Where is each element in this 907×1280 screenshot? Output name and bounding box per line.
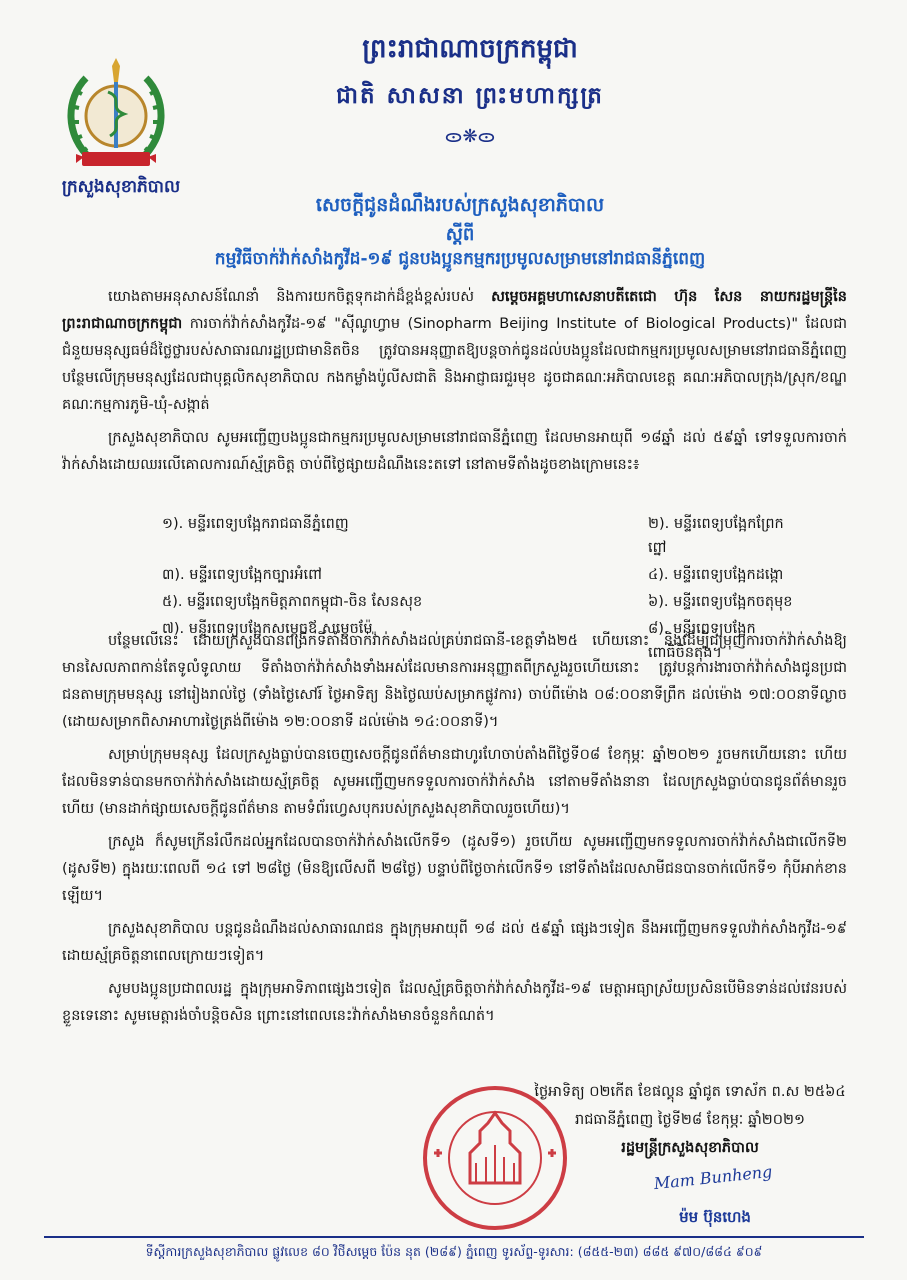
place-and-date: រាជធានីភ្នំពេញ ថ្ងៃទី២៨ ខែកុម្ភៈ ឆ្នាំ២០២១ — [575, 1112, 805, 1128]
notice-subject: កម្មវិធីចាក់វ៉ាក់សាំងកូវីដ-១៩ ជូនបងប្អូនកម្មករប្រមូលសម្រាមនៅរាជធានីភ្នំពេញ — [214, 249, 706, 269]
list-item: ២). មន្ទីរពេទ្យបង្អែកព្រែកព្នៅ — [648, 516, 784, 556]
ministry-name: ក្រសួងសុខាភិបាល — [61, 177, 181, 197]
paragraph-3: បន្ថែមលើនេះ ដោយក្រសួងបានពង្រីកទីតាំងចាក់វ៉ាក់សាំងដល់គ្រប់រាជធានី-ខេត្តទាំង២៥ ហើយនោះ និងដើម្បីជម្រុញការចាក់វ៉ាក់សាំងឱ្យមានសៃលភាពកាន់តែទូលំទូលាយ ទីតាំងចាក់វ៉ាក់សាំងទាំងអស់ដែលមានការអនុញ្ញាតពីក្រសួងរួចហើយនោះ ត្រូវបន្តការងារចាក់វ៉ាក់សាំងជូនប្រជាជនតាមក្រុមមនុស្ស នៅរៀងរាល់ថ្ងៃ (ទាំងថ្ងៃសៅរ៍ ថ្ងៃអាទិត្យ និងថ្ងៃឈប់សម្រាកផ្លូវការ) ចាប់ពីម៉ោង ០៨:០០នាទីព្រឹក ដល់ម៉ោង ១៧:០០នាទីល្ងាច (ដោយសម្រាកពិសាអាហារថ្ងៃត្រង់ពីម៉ោង ១២:០០នាទី ដល់ម៉ោង ១៤:០០នាទី)។ — [62, 633, 847, 730]
kingdom-heading: ព្រះរាជាណាចក្រកម្ពុជា — [362, 34, 578, 64]
footer-divider — [44, 1236, 864, 1238]
notice-title: សេចក្តីជូនដំណឹងរបស់ក្រសួងសុខាភិបាល — [315, 194, 605, 216]
list-item: ៤). មន្ទីរពេទ្យបង្អែកដង្កោ — [648, 567, 784, 583]
signer-title: រដ្ឋមន្ត្រីក្រសួងសុខាភិបាល — [621, 1140, 759, 1156]
paragraph-1-body: ការចាក់វ៉ាក់សាំងកូវីដ-១៩ "ស៊ីណូហ្វាម (Sinopharm Beijing Institute of Biological Products)" ដែលជាជំនួយមនុស្សធម៌ដ៏ថ្លៃថ្លារបស់សាធារណរដ្ឋប្រជាមានិតចិន ត្រូវបានអនុញ្ញាតឱ្យបន្តចាក់ជូនដល់បងប្អូនដែលជាកម្មករប្រមូលសម្រាមនៅរាជធានីភ្នំពេញ បន្ថែមលើក្រុមមនុស្សដែលជាបុគ្គលិកសុខាភិបាល កងកម្លាំងប៉ូលីសជាតិ និងអាជ្ញាធរជួរមុខ ដូចជាគណៈអភិបាលខេត្ត គណៈអភិបាលក្រុង/ស្រុក/ខណ្ឌ គណៈកម្មការភូមិ-ឃុំ-សង្កាត់ — [62, 316, 847, 413]
signer-name: ម៉ម ប៊ុនហេង — [679, 1208, 751, 1226]
list-item: ៧). មន្ទីរពេទ្យបង្អែកសម្តេចឪ សម្តេចម៉ែ — [162, 621, 373, 637]
paragraph-5: ក្រសួង ក៏សូមក្រើនរំលឹកដល់អ្នកដែលបានចាក់វ៉ាក់សាំងលើកទី១ (ដូសទី១) រួចហើយ សូមអញ្ជើញមកទទួលការចាក់វ៉ាក់សាំងជាលើកទី២ (ដូសទី២) ក្នុងរយៈពេលពី ១៤ ទៅ ២៨ថ្ងៃ (មិនឱ្យលើសពី ២៨ថ្ងៃ) បន្ទាប់ពីថ្ងៃចាក់លើកទី១ នៅទីតាំងដែលសាមីជនបានចាក់លើកទី១ កុំបីអាក់ខានឡើយ។ — [62, 834, 847, 904]
national-motto: ជាតិ សាសនា ព្រះមហាក្សត្រ — [336, 83, 604, 109]
list-item: ៦). មន្ទីរពេទ្យបង្អែកចតុមុខ — [648, 594, 793, 610]
list-item: ៣). មន្ទីរពេទ្យបង្អែកច្បារអំពៅ — [162, 567, 322, 583]
footer-address: ទីស្តីការក្រសួងសុខាភិបាល ផ្លូវលេខ ៨០ វិថីសម្តេច ប៉ែន នុត (២៨៩) ភ្នំពេញ ទូរស័ព្ទ-ទូរសារ: (៨៥៥-២៣) ៨៨៥ ៩៧០/៨៨៤ ៩០៩ — [145, 1244, 763, 1259]
prime-minister-name: សម្តេចអគ្គមហាសេនាបតីតេជោ ហ៊ុន សែន នាយករដ្ឋមន្ត្រីនៃព្រះរាជាណាចក្រកម្ពុជា — [62, 289, 847, 332]
notice-subtitle-about: ស្តីពី — [445, 224, 475, 245]
paragraph-2: ក្រសួងសុខាភិបាល សូមអញ្ជើញបងប្អូនជាកម្មករប្រមូលសម្រាមនៅរាជធានីភ្នំពេញ ដែលមានអាយុពី ១៨ឆ្នាំ ដល់ ៥៩ឆ្នាំ ទៅទទួលការចាក់វ៉ាក់សាំងដោយឈរលើគោលការណ៍ស្ម័គ្រចិត្ត ចាប់ពីថ្ងៃផ្សាយដំណឹងនេះតទៅ នៅតាមទីតាំងដូចខាងក្រោមនេះ៖ — [62, 430, 847, 473]
paragraph-6: ក្រសួងសុខាភិបាល បន្តជូនដំណឹងដល់សាធារណជន ក្នុងក្រុមអាយុពី ១៨ ដល់ ៥៩ឆ្នាំ ផ្សេងៗទៀត នឹងអញ្ជើញមកទទួលវ៉ាក់សាំងកូវីដ-១៩ ដោយស្ម័គ្រចិត្តនាពេលក្រោយៗទៀត។ — [62, 921, 847, 964]
body-section-top — [62, 284, 847, 482]
ministry-logo — [52, 58, 180, 176]
ornament-divider: ᯣ❋ᯣ — [444, 126, 496, 147]
paragraph-1-intro: យោងតាមអនុសាសន៍ណែនាំ និងការយកចិត្តទុកដាក់ដ៏ខ្ពង់ខ្ពស់របស់ — [108, 289, 492, 305]
closing-block — [520, 1078, 860, 1162]
list-item: ៨). មន្ទីរពេទ្យបង្អែកពោធិចិនតុង។ — [648, 621, 756, 661]
paragraph-7: សូមបងប្អូនប្រជាពលរដ្ឋ ក្នុងក្រុមអាទិភាពផ្សេងៗទៀត ដែលស្ម័គ្រចិត្តចាក់វ៉ាក់សាំងកូវីដ-១៩ មេត្តាអធ្យាស្រ័យប្រសិនបើមិនទាន់ដល់វេនរបស់ខ្លួនទេនោះ សូមមេត្តារង់ចាំបន្តិចសិន ព្រោះនៅពេលនេះវ៉ាក់សាំងមានចំនួនកំណត់។ — [62, 981, 847, 1024]
list-item: ៥). មន្ទីរពេទ្យបង្អែកមិត្តភាពកម្ពុជា-ចិន សែនសុខ — [162, 594, 423, 610]
paragraph-1 — [62, 284, 847, 419]
handwritten-signature: Mam Bunheng — [652, 1161, 774, 1194]
list-item: ១). មន្ទីរពេទ្យបង្អែករាជធានីភ្នំពេញ — [162, 516, 349, 532]
body-section-bottom — [62, 628, 847, 1036]
paragraph-4: សម្រាប់ក្រុមមនុស្ស ដែលក្រសួងធ្លាប់បានចេញសេចក្តីជូនព័ត៌មានជាហូរហែចាប់តាំងពីថ្ងៃទី០៨ ខែកុម្ភៈ ឆ្នាំ២០២១ រួចមកហើយនោះ ហើយដែលមិនទាន់បានមកចាក់វ៉ាក់សាំងដោយស្ម័គ្រចិត្ត សូមអញ្ជើញមកទទួលការចាក់វ៉ាក់សាំង នៅតាមទីតាំងនានា ដែលក្រសួងធ្លាប់បានជូនព័ត៌មានរួចហើយ (មានដាក់ផ្សាយសេចក្តីជូនព័ត៌មាន តាមទំព័រហ្វេសបុករបស់ក្រសួងសុខាភិបាលរួចហើយ)។ — [62, 747, 847, 817]
lunar-date: ថ្ងៃអាទិត្យ ០២កើត ខែផល្គុន ឆ្នាំជូត ទោស័ក ព.ស ២៥៦៤ — [534, 1084, 846, 1100]
